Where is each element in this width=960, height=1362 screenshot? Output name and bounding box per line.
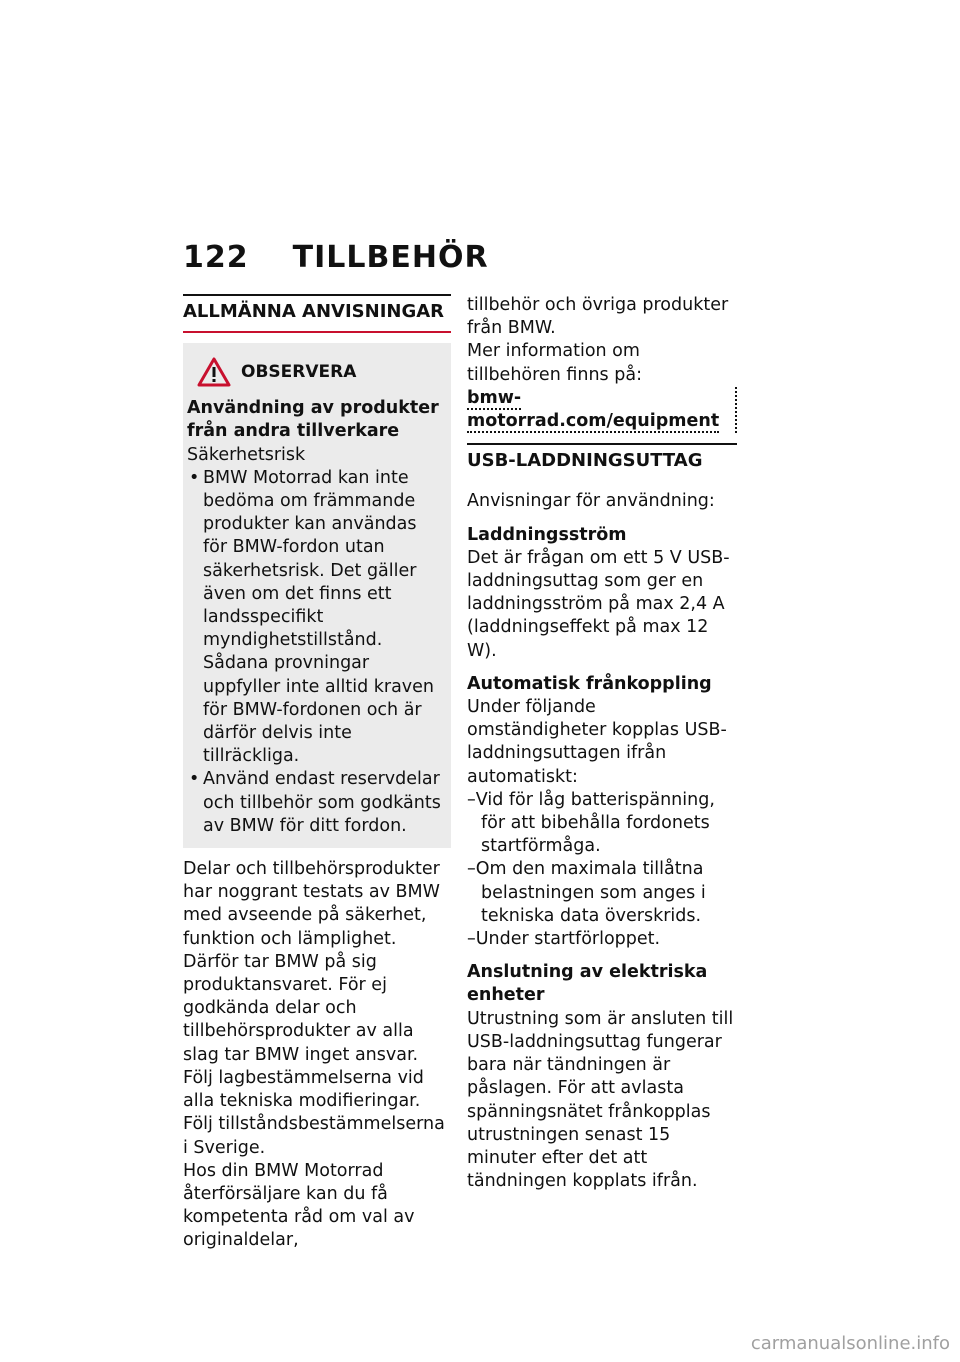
- notice-risk: Säkerhetsrisk: [187, 444, 306, 465]
- list-item: • BMW Motorrad kan inte bedöma om främmande produkter kan användas för BMW-fordon utan säkerhetsrisk. Det gäller även om det finns ett landsspecifikt myndighetstillstånd. Sådana provningar uppfyller inte alltid kraven för BMW-fordonen och är därför delvis inte tillräckliga.: [187, 467, 443, 769]
- list-item: –Under startförloppet.: [467, 929, 661, 950]
- warning-icon: [197, 357, 231, 387]
- notice-label: OBSERVERA: [241, 361, 357, 382]
- watermark: carmanualsonline.info: [750, 1333, 950, 1354]
- section-title-general: ALLMÄNNA ANVISNINGAR: [183, 294, 451, 333]
- page-number: 122: [183, 240, 249, 275]
- page-title: TILLBEHÖR: [292, 240, 489, 275]
- list-item: –Vid för låg batterispänning, för att bibehålla fordonets startförmåga.: [467, 789, 715, 857]
- paragraph: Följ lagbestämmelserna vid alla tekniska modifieringar. Följ tillståndsbestämmelserna i Sverige.: [183, 1067, 445, 1158]
- left-column: [183, 294, 451, 1253]
- paragraph: Hos din BMW Motorrad återförsäljare kan du få kompetenta råd om val av originaldelar,: [183, 1160, 415, 1251]
- subheading: Automatisk frånkoppling: [467, 673, 712, 694]
- paragraph: Anvisningar för användning:: [467, 491, 715, 512]
- section-title-usb: USB-LADDNINGSUTTAG: [467, 443, 737, 480]
- subheading: Anslutning av elektriska enheter: [467, 962, 708, 1006]
- equipment-link[interactable]: bmw-motorrad.com/equipment: [467, 387, 720, 432]
- paragraph: Under följande omständigheter kopplas USB-laddningsuttagen ifrån automatiskt:: [467, 697, 727, 787]
- right-column: [467, 294, 737, 1193]
- list-item: –Om den maximala tillåtna belastningen som anges i tekniska data överskrids.: [467, 859, 706, 926]
- notice-heading: Användning av produkter från andra tillverkare: [187, 398, 439, 442]
- paragraph: Utrustning som är ansluten till USB-laddningsuttag fungerar bara när tändningen är påslagen. För att avlasta spänningsnätet frånkopplas utrustningen senast 15 minuter efter det att tändningen kopplats ifrån.: [467, 1008, 734, 1192]
- dash-list: [467, 789, 737, 951]
- notice-box: [183, 343, 451, 848]
- subheading: Laddningsström: [467, 524, 627, 545]
- paragraph: Mer information om tillbehören finns på:: [467, 341, 642, 385]
- paragraph: Det är frågan om ett 5 V USB-laddningsuttag som ger en laddningsström på max 2,4 A (laddningseffekt på max 12 W).: [467, 547, 730, 661]
- paragraph: tillbehör och övriga produkter från BMW.: [467, 295, 729, 339]
- link-wrapper: [467, 387, 737, 433]
- list-item: • Använd endast reservdelar och tillbehör som godkänts av BMW för ditt fordon.: [187, 768, 443, 838]
- notice-title: [187, 357, 443, 387]
- page-header: [183, 240, 489, 275]
- paragraph: Delar och tillbehörsprodukter har noggrant testats av BMW med avseende på säkerhet, funktion och lämplighet. Därför tar BMW på sig produktansvaret. För ej godkända delar och tillbehörsprodukter av alla slag tar BMW inget ansvar.: [183, 859, 440, 1065]
- notice-bullet-list: [187, 467, 443, 838]
